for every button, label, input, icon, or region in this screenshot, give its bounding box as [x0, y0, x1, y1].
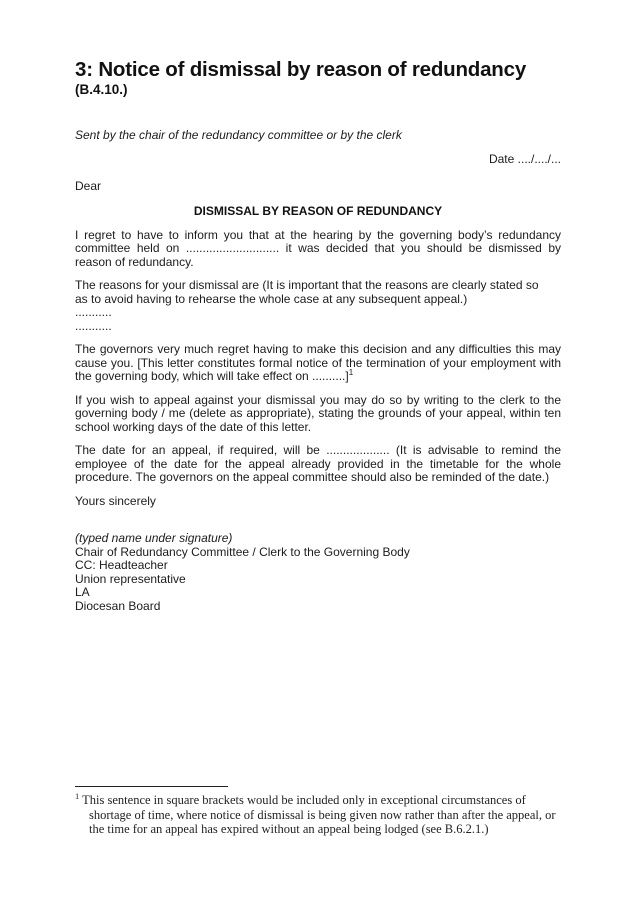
footnote-text: This sentence in square brackets would be included only in exceptional circumstances of shortage of time, where notice of dismissal is being given now rather than after the appeal, or the time for an appeal has expired without an appeal being lodged (see B.6.2.1.)	[82, 793, 556, 836]
typed-name-note: (typed name under signature)	[75, 531, 233, 545]
reference-code: (B.4.10.)	[75, 82, 128, 97]
salutation: Dear	[75, 178, 102, 193]
dotted-fill-line: ...........	[75, 305, 112, 319]
paragraph-reasons-line1: The reasons for your dismissal are (It is important that the reasons are clearly stated so	[75, 278, 539, 292]
footnote-marker: 1	[75, 790, 80, 801]
paragraph-reasons-line2: as to avoid having to rehearse the whole case at any subsequent appeal.)	[75, 291, 468, 306]
signature-line-diocesan: Diocesan Board	[75, 598, 161, 613]
page-title: 3: Notice of dismissal by reason of redundancy	[75, 58, 527, 81]
letter-heading: DISMISSAL BY REASON OF REDUNDANCY	[193, 204, 443, 218]
signature-line-cc: CC: Headteacher	[75, 558, 168, 572]
footnote-separator-rule	[75, 786, 228, 787]
letter-content	[75, 58, 561, 613]
paragraph-appeal-rights: If you wish to appeal against your dismissal you may do so by writing to the clerk to the governing body / me (delete as appropriate), stating the grounds of your appeal, within ten school working days of the date of this letter.	[75, 392, 561, 434]
dotted-fill-line: ...........	[75, 318, 112, 333]
signature-line-union: Union representative	[75, 571, 186, 586]
sender-note: Sent by the chair of the redundancy committee or by the clerk	[75, 128, 402, 142]
paragraph-decision: I regret to have to inform you that at the hearing by the governing body’s redundancy committee held on ............................ it was decided that you should be dismissed by reason of redundancy.	[75, 227, 561, 269]
signature-line-la: LA	[75, 585, 90, 599]
paragraph-appeal-date: The date for an appeal, if required, will be ................... (It is advisable to remind the employee of the date for the appeal already provided in the timetable for the whole procedure. The governors on the appeal committee should also be reminded of the date.)	[75, 443, 561, 484]
footnote-reference-mark: 1	[348, 368, 354, 377]
paragraph-regret-text: The governors very much regret having to make this decision and any difficulties this may cause you. [This letter constitutes formal notice of the termination of your employment with the governing body, which will take effect on ..........]	[75, 342, 561, 383]
footnote-text-block	[75, 790, 561, 837]
paragraph-regret	[75, 343, 561, 384]
date-line: Date ..../..../...	[488, 152, 561, 166]
closing-valediction: Yours sincerely	[75, 493, 156, 508]
signature-block	[75, 532, 561, 613]
paragraph-reasons	[75, 279, 561, 333]
footnote	[75, 786, 561, 837]
signature-line-role: Chair of Redundancy Committee / Clerk to the Governing Body	[75, 544, 410, 559]
